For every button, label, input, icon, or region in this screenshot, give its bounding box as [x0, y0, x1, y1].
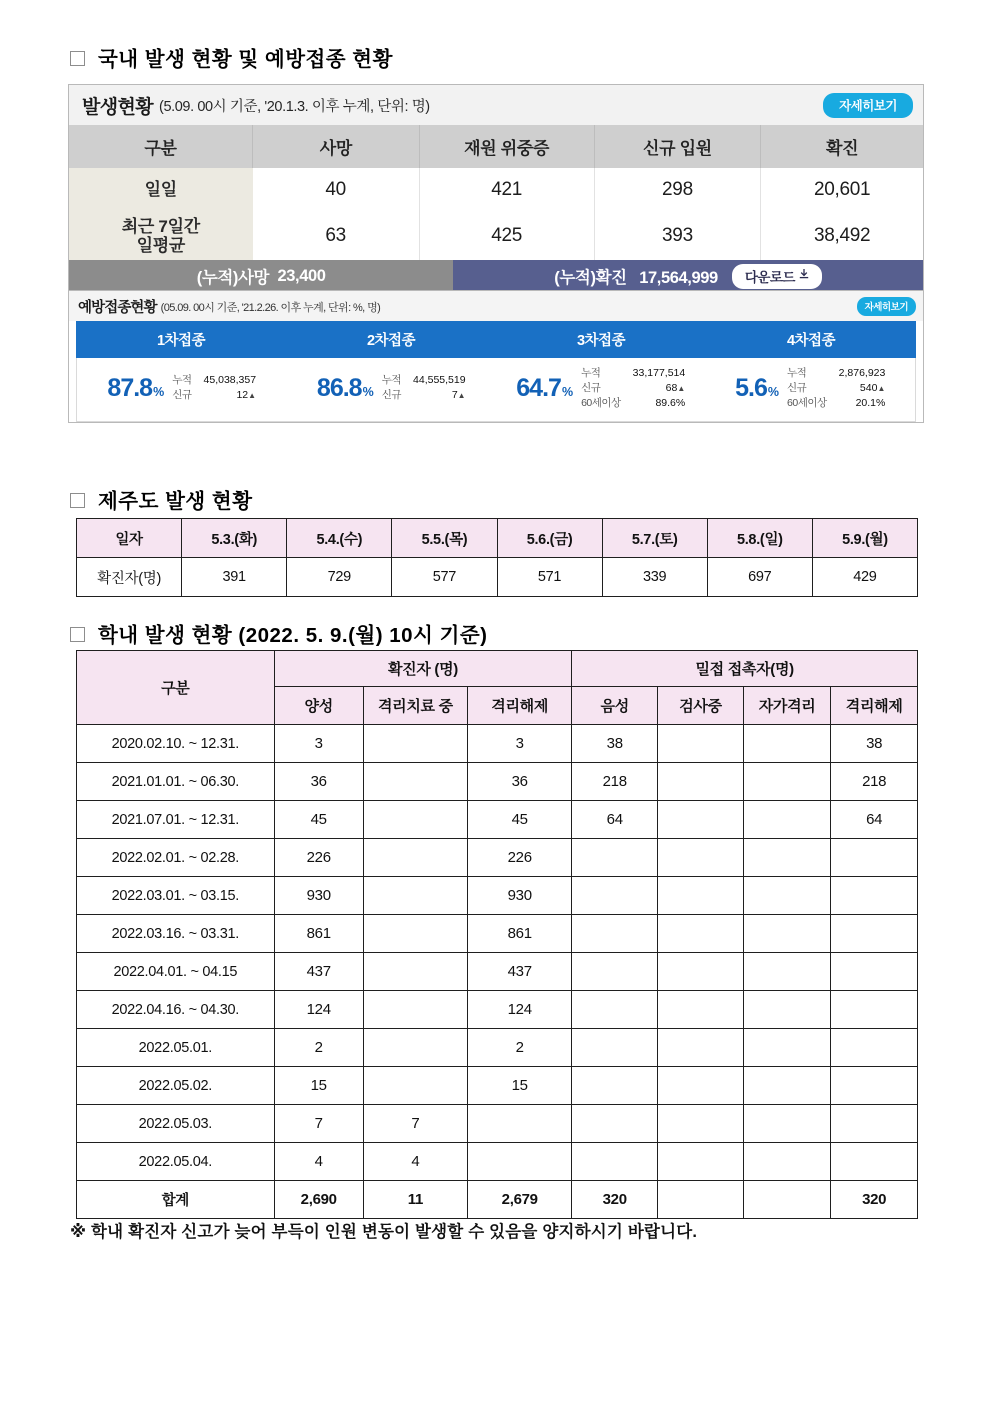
- school-row-0-cell-1: [363, 725, 467, 763]
- school-row-11-cell-6: [831, 1143, 918, 1181]
- vaccination-dose-cell-2: [287, 358, 497, 421]
- vaccination-dose-header-1: 1차접종: [156, 333, 206, 349]
- download-button[interactable]: [732, 264, 822, 289]
- school-row-9-cell-4: [658, 1067, 744, 1105]
- download-button-label: 다운로드: [744, 269, 795, 285]
- school-row-11-cell-5: [743, 1143, 830, 1181]
- school-group-confirmed: 확진자 (명): [274, 651, 572, 687]
- school-table-body: [77, 725, 918, 1219]
- vaccination-status-card: [68, 290, 924, 423]
- vaccination-dose-3-stat-2-value: 89.6%: [655, 396, 686, 409]
- occurrence-row-daily-label: 일일: [69, 168, 253, 212]
- school-row-10-cell-1: 7: [363, 1105, 467, 1143]
- jeju-date-row: [77, 519, 918, 558]
- school-total-cell-3: 320: [572, 1181, 658, 1219]
- school-row-5-period: 2022.03.16. ~ 03.31.: [77, 915, 275, 953]
- school-row-7-cell-5: [743, 991, 830, 1029]
- school-row-6-cell-3: [572, 953, 658, 991]
- table-row: [77, 1143, 918, 1181]
- school-row-10-cell-5: [743, 1105, 830, 1143]
- school-col-isolation-released: 격리해제: [468, 687, 572, 725]
- school-row-0-cell-3: 38: [572, 725, 658, 763]
- occurrence-row-weekly-avg-label: [69, 212, 253, 260]
- school-row-6-cell-4: [658, 953, 744, 991]
- school-row-7-cell-0: 124: [274, 991, 363, 1029]
- school-row-6-cell-6: [831, 953, 918, 991]
- school-row-10-cell-0: 7: [274, 1105, 363, 1143]
- table-row: [77, 1029, 918, 1067]
- download-icon: [799, 268, 809, 283]
- school-total-cell-1: 11: [363, 1181, 467, 1219]
- occurrence-col-confirmed: 확진: [761, 125, 923, 168]
- vaccination-dose-1-trend-up-icon: ▲: [248, 391, 257, 401]
- school-col-self-isolation: 자가격리: [743, 687, 830, 725]
- vaccination-dose-3-stat-0-value: [633, 367, 686, 381]
- school-row-8-period: 2022.05.01.: [77, 1029, 275, 1067]
- vaccination-dose-header-3: 3차접종: [576, 333, 626, 349]
- school-total-row: [77, 1181, 918, 1219]
- school-col-in-isolation-treatment: 격리치료 중: [363, 687, 467, 725]
- school-occurrence-table: [76, 650, 918, 1219]
- school-row-1-cell-5: [743, 763, 830, 801]
- cumulative-confirmed-block: [453, 260, 923, 292]
- school-row-1-cell-6: 218: [831, 763, 918, 801]
- school-row-0-cell-5: [743, 725, 830, 763]
- school-row-1-cell-4: [658, 763, 744, 801]
- school-row-9-cell-1: [363, 1067, 467, 1105]
- vaccination-dose-4-stat-0-value: [839, 367, 886, 381]
- school-col-testing: 검사중: [658, 687, 744, 725]
- school-row-4-period: 2022.03.01. ~ 03.15.: [77, 877, 275, 915]
- footnote: ※ 학내 확진자 신고가 늦어 부득이 인원 변동이 발생할 수 있음을 양지하시기 바랍니다.: [70, 1223, 698, 1241]
- jeju-cases-row: [77, 558, 918, 597]
- table-row: [77, 801, 918, 839]
- occurrence-status-card: [68, 84, 924, 293]
- checkbox-icon: [70, 627, 85, 642]
- school-row-5-cell-6: [831, 915, 918, 953]
- school-row-4-cell-4: [658, 877, 744, 915]
- school-row-3-cell-6: [831, 839, 918, 877]
- school-col-positive: 양성: [274, 687, 363, 725]
- occurrence-col-critical: 재원 위중증: [419, 125, 594, 168]
- vaccination-dose-4-cum-value: 2,876,923: [838, 367, 886, 379]
- table-row: [77, 839, 918, 877]
- jeju-date-0: 5.3.(화): [182, 519, 287, 558]
- school-total-cell-5: [743, 1181, 830, 1219]
- jeju-date-5: 5.8.(일): [707, 519, 812, 558]
- vaccination-dose-cell-3: [496, 358, 706, 421]
- jeju-occurrence-table: [76, 518, 918, 597]
- vaccination-dose-2-percent: 86.8: [316, 374, 362, 403]
- school-row-4-cell-1: [363, 877, 467, 915]
- vaccination-dose-2-new-value: 7: [451, 389, 458, 402]
- school-row-8-cell-0: 2: [274, 1029, 363, 1067]
- school-row-0-cell-6: 38: [831, 725, 918, 763]
- vaccination-dose-2-percent-unit: %: [362, 385, 373, 400]
- school-row-3-cell-5: [743, 839, 830, 877]
- vaccination-dose-4-stat-1-value: [839, 382, 886, 396]
- occurrence-weekly-confirmed: 38,492: [761, 212, 923, 260]
- school-group-contact: 밀접 접촉자(명): [572, 651, 918, 687]
- school-row-4-cell-6: [831, 877, 918, 915]
- vaccination-dose-2-stat-0-key: 누적: [381, 374, 402, 387]
- jeju-date-6: 5.9.(월): [812, 519, 917, 558]
- table-row: [77, 991, 918, 1029]
- school-row-7-cell-3: [572, 991, 658, 1029]
- school-row-8-cell-1: [363, 1029, 467, 1067]
- school-col-gubun: 구분: [77, 651, 275, 725]
- school-row-1-cell-1: [363, 763, 467, 801]
- school-row-3-cell-4: [658, 839, 744, 877]
- school-row-0-cell-2: 3: [468, 725, 572, 763]
- school-row-6-cell-2: 437: [468, 953, 572, 991]
- school-row-2-cell-2: 45: [468, 801, 572, 839]
- section-heading-jeju: [70, 484, 253, 514]
- occurrence-card-title: 발생현황: [82, 97, 154, 118]
- school-row-3-cell-0: 226: [274, 839, 363, 877]
- school-row-10-cell-6: [831, 1105, 918, 1143]
- school-row-8-cell-3: [572, 1029, 658, 1067]
- vaccination-dose-1-cum-value: 45,038,357: [203, 374, 257, 387]
- school-row-9-cell-3: [572, 1067, 658, 1105]
- school-row-1-cell-0: 36: [274, 763, 363, 801]
- vaccination-dose-cell-4: [706, 358, 916, 421]
- vaccination-dose-3-stat-2-key: 60세이상: [581, 396, 621, 409]
- vaccination-dose-3-stat-1-key: 신규: [581, 381, 601, 394]
- occurrence-daily-critical: 421: [419, 168, 594, 212]
- section-heading-domestic: [70, 42, 393, 72]
- vaccination-dose-3-trend-up-icon: ▲: [677, 383, 686, 393]
- vaccination-dose-1-stats: [172, 374, 256, 403]
- vaccination-dose-header-4: 4차접종: [786, 333, 836, 349]
- school-row-4-cell-0: 930: [274, 877, 363, 915]
- school-row-0-cell-4: [658, 725, 744, 763]
- vaccination-dose-4-stat-2-value: 20.1%: [855, 396, 886, 409]
- school-row-11-cell-2: [468, 1143, 572, 1181]
- school-total-label: 합계: [77, 1181, 275, 1219]
- school-row-5-cell-1: [363, 915, 467, 953]
- school-row-2-period: 2021.07.01. ~ 12.31.: [77, 801, 275, 839]
- vaccination-dose-header-2: 2차접종: [366, 333, 416, 349]
- school-row-3-cell-2: 226: [468, 839, 572, 877]
- vaccination-dose-4-percent: 5.6: [735, 374, 767, 403]
- vaccination-dose-3-cum-value: 33,177,514: [632, 367, 686, 379]
- jeju-date-2: 5.5.(목): [392, 519, 497, 558]
- vaccination-dose-2-stats: [382, 374, 466, 403]
- school-row-8-cell-5: [743, 1029, 830, 1067]
- school-row-5-cell-3: [572, 915, 658, 953]
- school-total-cell-4: [658, 1181, 744, 1219]
- school-row-11-cell-1: 4: [363, 1143, 467, 1181]
- school-row-10-cell-4: [658, 1105, 744, 1143]
- vaccination-dose-3-stat-1-value: [633, 382, 686, 396]
- school-row-11-period: 2022.05.04.: [77, 1143, 275, 1181]
- school-row-4-cell-5: [743, 877, 830, 915]
- cumulative-confirmed-group: [554, 264, 718, 288]
- jeju-cases-5: 697: [707, 558, 812, 597]
- school-row-6-cell-5: [743, 953, 830, 991]
- occurrence-col-death: 사망: [253, 125, 420, 168]
- vaccination-dose-1-new-value: 12: [236, 389, 249, 402]
- table-row: [77, 915, 918, 953]
- school-row-8-cell-2: 2: [468, 1029, 572, 1067]
- vaccination-dose-header-row: [76, 321, 916, 358]
- jeju-date-1: 5.4.(수): [287, 519, 392, 558]
- school-row-9-cell-2: 15: [468, 1067, 572, 1105]
- school-total-cell-2: 2,679: [468, 1181, 572, 1219]
- vaccination-dose-3-stats: [581, 367, 685, 411]
- school-row-4-cell-3: [572, 877, 658, 915]
- occurrence-table: [69, 125, 923, 260]
- school-row-5-cell-0: 861: [274, 915, 363, 953]
- school-row-6-period: 2022.04.01. ~ 04.15: [77, 953, 275, 991]
- occurrence-row-weekly-avg: [69, 212, 923, 260]
- vaccination-dose-1-stat-1-key: 신규: [172, 389, 192, 402]
- school-row-9-cell-6: [831, 1067, 918, 1105]
- table-row: [77, 725, 918, 763]
- occurrence-weekly-new-admission: 393: [594, 212, 761, 260]
- table-row: [77, 1105, 918, 1143]
- section-heading-jeju-label: 제주도 발생 현황: [98, 490, 253, 513]
- vaccination-dose-1-percent-wrap: [107, 376, 163, 401]
- jeju-cases-0: 391: [182, 558, 287, 597]
- table-row: [77, 877, 918, 915]
- school-row-5-cell-4: [658, 915, 744, 953]
- occurrence-daily-death: 40: [253, 168, 420, 212]
- vaccination-card-titlebar: [69, 291, 923, 321]
- vaccination-dose-4-new-value: 540: [859, 381, 878, 394]
- vaccination-dose-2-stat-1-value: [413, 389, 466, 403]
- school-row-10-cell-2: [468, 1105, 572, 1143]
- cumulative-confirmed-label: (누적)확진: [554, 269, 627, 287]
- occurrence-daily-confirmed: 20,601: [761, 168, 923, 212]
- school-row-2-cell-6: 64: [831, 801, 918, 839]
- school-row-11-cell-0: 4: [274, 1143, 363, 1181]
- school-row-2-cell-4: [658, 801, 744, 839]
- cumulative-death-label: (누적)사망: [196, 269, 270, 287]
- vaccination-card-subtitle: (05.09. 00시 기준, '21.2.26. 이후 누계, 단위: %, 명): [160, 301, 381, 314]
- vaccination-dose-3-stat-0-key: 누적: [581, 367, 601, 379]
- vaccination-dose-4-stat-1-key: 신규: [787, 381, 807, 394]
- school-row-7-cell-4: [658, 991, 744, 1029]
- jeju-date-3: 5.6.(금): [497, 519, 602, 558]
- vaccination-detail-button[interactable]: 자세히보기: [857, 297, 916, 316]
- vaccination-dose-4-percent-unit: %: [767, 385, 779, 400]
- school-row-9-cell-0: 15: [274, 1067, 363, 1105]
- jeju-cases-6: 429: [812, 558, 917, 597]
- occurrence-col-new-admission: 신규 입원: [594, 125, 761, 168]
- school-col-negative: 음성: [572, 687, 658, 725]
- vaccination-dose-body-row: [76, 358, 916, 422]
- school-row-6-cell-1: [363, 953, 467, 991]
- school-row-2-cell-1: [363, 801, 467, 839]
- section-heading-domestic-label: 국내 발생 현황 및 예방접종 현황: [98, 48, 393, 71]
- school-total-cell-0: 2,690: [274, 1181, 363, 1219]
- school-row-1-cell-2: 36: [468, 763, 572, 801]
- cumulative-confirmed-value: 17,564,999: [639, 269, 718, 287]
- vaccination-dose-4-percent-wrap: [735, 376, 778, 401]
- cumulative-death-value: 23,400: [277, 266, 326, 285]
- jeju-row-label-cases: 확진자(명): [77, 558, 182, 597]
- school-row-10-cell-3: [572, 1105, 658, 1143]
- weekly-avg-line2: 일평균: [136, 236, 185, 255]
- checkbox-icon: [70, 51, 85, 66]
- vaccination-dose-3-percent: 64.7: [516, 374, 561, 403]
- school-row-11-cell-3: [572, 1143, 658, 1181]
- table-row: [77, 1067, 918, 1105]
- vaccination-dose-2-cum-value: 44,555,519: [413, 374, 466, 387]
- school-col-contact-isolation-released: 격리해제: [831, 687, 918, 725]
- checkbox-icon: [70, 493, 85, 508]
- school-row-3-cell-3: [572, 839, 658, 877]
- school-row-8-cell-6: [831, 1029, 918, 1067]
- school-row-5-cell-2: 861: [468, 915, 572, 953]
- school-row-1-period: 2021.01.01. ~ 06.30.: [77, 763, 275, 801]
- vaccination-dose-2-trend-up-icon: ▲: [457, 391, 466, 401]
- school-row-9-cell-5: [743, 1067, 830, 1105]
- jeju-cases-2: 577: [392, 558, 497, 597]
- school-row-2-cell-3: 64: [572, 801, 658, 839]
- vaccination-dose-1-stat-0-value: [204, 374, 257, 388]
- school-row-7-cell-2: 124: [468, 991, 572, 1029]
- vaccination-dose-1-stat-0-key: 누적: [172, 374, 192, 387]
- occurrence-card-subtitle: (5.09. 00시 기준, '20.1.3. 이후 누계, 단위: 명): [159, 99, 430, 115]
- school-header-row-1: [77, 651, 918, 687]
- school-row-2-cell-0: 45: [274, 801, 363, 839]
- school-total-cell-6: 320: [831, 1181, 918, 1219]
- vaccination-dose-2-percent-wrap: [317, 376, 373, 401]
- table-row: [77, 763, 918, 801]
- occurrence-card-titlebar: [69, 85, 923, 125]
- vaccination-dose-2-stat-0-value: [413, 374, 466, 388]
- occurrence-table-header-row: [69, 125, 923, 168]
- vaccination-dose-4-stat-2-key: 60세이상: [787, 396, 827, 409]
- vaccination-dose-2-stat-1-key: 신규: [381, 389, 402, 402]
- school-row-0-cell-0: 3: [274, 725, 363, 763]
- school-row-8-cell-4: [658, 1029, 744, 1067]
- school-row-10-period: 2022.05.03.: [77, 1105, 275, 1143]
- table-row: [77, 953, 918, 991]
- school-row-7-period: 2022.04.16. ~ 04.30.: [77, 991, 275, 1029]
- school-row-7-cell-6: [831, 991, 918, 1029]
- school-row-7-cell-1: [363, 991, 467, 1029]
- school-row-0-period: 2020.02.10. ~ 12.31.: [77, 725, 275, 763]
- occurrence-detail-button[interactable]: 자세히보기: [823, 93, 913, 118]
- section-heading-school: [70, 618, 488, 648]
- school-row-9-period: 2022.05.02.: [77, 1067, 275, 1105]
- jeju-cases-1: 729: [287, 558, 392, 597]
- cumulative-death-block: [69, 260, 453, 292]
- vaccination-dose-1-percent: 87.8: [107, 374, 153, 403]
- occurrence-row-daily: [69, 168, 923, 212]
- occurrence-weekly-critical: 425: [419, 212, 594, 260]
- vaccination-dose-4-trend-up-icon: ▲: [877, 383, 886, 393]
- occurrence-weekly-death: 63: [253, 212, 420, 260]
- vaccination-card-title: 예방접종현황: [78, 300, 157, 316]
- vaccination-dose-4-stat-0-key: 누적: [787, 367, 807, 379]
- school-row-11-cell-4: [658, 1143, 744, 1181]
- jeju-date-4: 5.7.(토): [602, 519, 707, 558]
- occurrence-card-footer: [69, 260, 923, 292]
- vaccination-dose-1-stat-1-value: [204, 389, 257, 403]
- school-row-3-cell-1: [363, 839, 467, 877]
- vaccination-dose-cell-1: [77, 358, 287, 421]
- jeju-cases-4: 339: [602, 558, 707, 597]
- vaccination-dose-1-percent-unit: %: [153, 385, 164, 400]
- vaccination-dose-3-percent-unit: %: [561, 385, 573, 400]
- vaccination-dose-3-percent-wrap: [516, 376, 572, 401]
- jeju-cases-3: 571: [497, 558, 602, 597]
- school-row-1-cell-3: 218: [572, 763, 658, 801]
- school-row-2-cell-5: [743, 801, 830, 839]
- jeju-row-label-date: 일자: [77, 519, 182, 558]
- school-row-5-cell-5: [743, 915, 830, 953]
- school-row-3-period: 2022.02.01. ~ 02.28.: [77, 839, 275, 877]
- occurrence-col-gubun: 구분: [69, 125, 253, 168]
- vaccination-dose-4-stats: [787, 367, 885, 411]
- school-row-4-cell-2: 930: [468, 877, 572, 915]
- section-heading-school-label: 학내 발생 현황 (2022. 5. 9.(월) 10시 기준): [98, 624, 488, 647]
- occurrence-daily-new-admission: 298: [594, 168, 761, 212]
- vaccination-dose-3-new-value: 68: [665, 381, 678, 394]
- school-row-6-cell-0: 437: [274, 953, 363, 991]
- weekly-avg-line1: 최근 7일간: [121, 216, 200, 236]
